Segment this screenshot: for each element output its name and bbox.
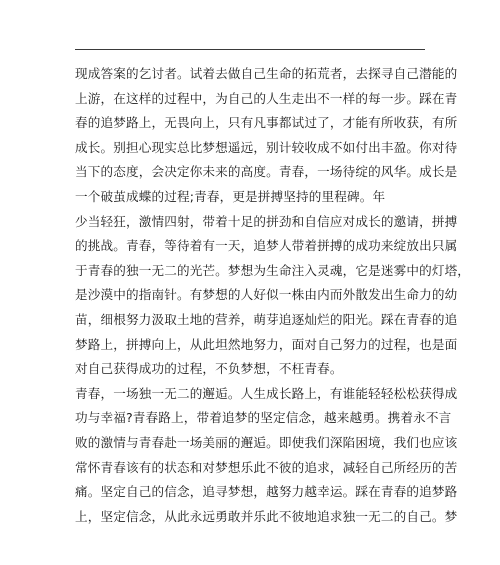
text-line: 是沙漠中的指南针。有梦想的人好似一株由内而外散发出生命力的幼 bbox=[75, 287, 458, 303]
text-line: 梦路上，拼搏向上，从此坦然地努力，面对自己努力的过程，也是面 bbox=[75, 336, 458, 352]
text-line: 现成答案的乞讨者。试着去做自己生命的拓荒者，去探寻自己潜能的 bbox=[75, 66, 458, 81]
text-line: 的挑战。青春，等待着有一天，追梦人带着拼搏的成功来绽放出只属 bbox=[75, 238, 458, 254]
text-line: 当下的态度，会决定你未来的高度。青春，一场待绽的风华。成长是 bbox=[75, 164, 458, 180]
text-line: 苗，细根努力汲取土地的营养，萌芽追逐灿烂的阳光。踩在青春的追 bbox=[75, 311, 458, 327]
text-line: 春的追梦路上，无畏向上，只有凡事都试过了，才能有所收获，有所 bbox=[75, 115, 458, 131]
text-line: 功与幸福?青春路上，带着追梦的坚定信念，越来越勇。携着永不言 bbox=[75, 410, 452, 426]
text-line: 败的激情与青春赴一场美丽的邂逅。即使我们深陷困境，我们也应该 bbox=[75, 434, 458, 450]
text-line: 痛。坚定自己的信念，追寻梦想，越努力越幸运。踩在青春的追梦路 bbox=[75, 484, 458, 500]
text-line: 于青春的独一无二的光芒。梦想为生命注入灵魂，它是迷雾中的灯塔， bbox=[75, 262, 471, 278]
text-line: 青春，一场独一无二的邂逅。人生成长路上，有谁能轻轻松松获得成 bbox=[75, 385, 458, 401]
text-line: 常怀青春该有的状态和对梦想乐此不彼的追求，减轻自己所经历的苦 bbox=[75, 459, 458, 475]
text-line: 一个破茧成蝶的过程;青春，更是拼搏坚持的里程碑。年 bbox=[75, 188, 386, 204]
text-line: 成长。别担心现实总比梦想遥远，别计较收成不如付出丰盈。你对待 bbox=[75, 139, 458, 155]
document-body bbox=[75, 62, 471, 529]
text-line: 上，坚定信念，从此永远勇敢并乐此不彼地追求独一无二的自己。梦 bbox=[75, 508, 458, 524]
header-rule bbox=[75, 49, 425, 50]
text-line: 少当轻狂，激情四射，带着十足的拼劲和自信应对成长的邀请，拼搏 bbox=[75, 213, 458, 229]
text-line: 上游，在这样的过程中，为自己的人生走出不一样的每一步。踩在青 bbox=[75, 90, 458, 106]
text-line: 对自己获得成功的过程，不负梦想，不枉青春。 bbox=[75, 361, 343, 377]
